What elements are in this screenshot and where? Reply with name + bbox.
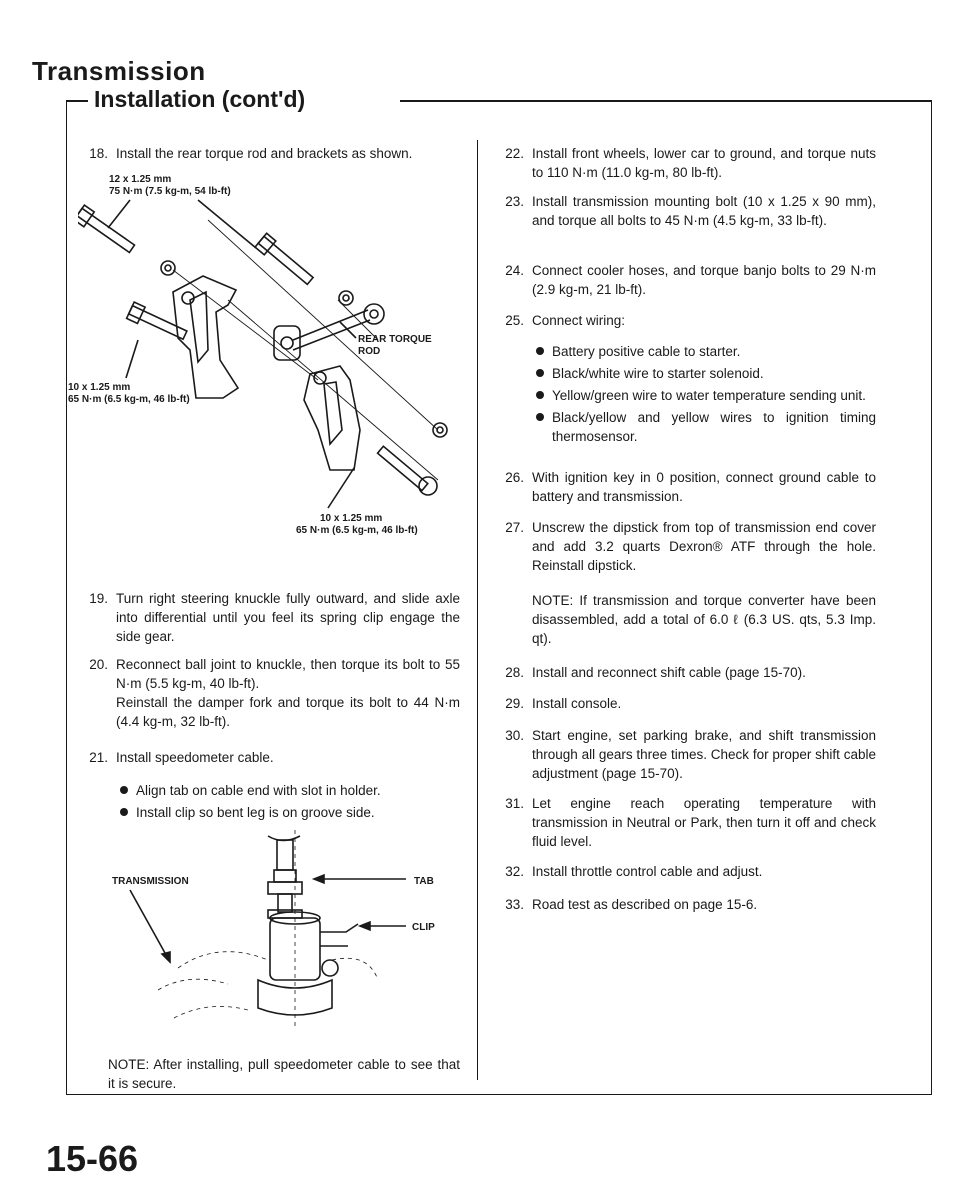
step-text: Let engine reach operating temperature with transmission in Neutral or Park, then turn it off and check fluid level. <box>532 796 876 849</box>
clip-label: CLIP <box>412 922 435 933</box>
step-number: 20. <box>89 657 108 672</box>
step-25 <box>494 311 876 449</box>
step-number: 30. <box>505 728 524 743</box>
step-text: Install and reconnect shift cable (page 15-70). <box>532 665 806 680</box>
step-27-note: NOTE: If transmission and torque converter have been disassembled, add a total of 6.0 ℓ (6.3 US. qts, 5.3 Imp. qt). <box>532 593 876 646</box>
step-24 <box>494 261 876 299</box>
tab-label: TAB <box>414 876 434 887</box>
step-text: Reconnect ball joint to knuckle, then torque its bolt to 55 N·m (5.5 kg-m, 40 lb-ft). <box>116 657 460 691</box>
spec-left-size: 10 x 1.25 mm <box>68 382 131 393</box>
spec-left-torque: 65 N·m (6.5 kg-m, 46 lb-ft) <box>68 394 190 405</box>
step-text: Reinstall the damper fork and torque its bolt to 44 N·m (4.4 kg-m, 32 lb-ft). <box>116 695 460 729</box>
step-22 <box>494 144 876 182</box>
bullet-item: Black/white wire to starter solenoid. <box>532 364 876 383</box>
step-number: 29. <box>505 696 524 711</box>
step-number: 28. <box>505 665 524 680</box>
step-number: 32. <box>505 864 524 879</box>
step-number: 33. <box>505 897 524 912</box>
page-number: 15-66 <box>46 1138 139 1179</box>
step-27 <box>494 518 876 648</box>
bullet-item: Battery positive cable to starter. <box>532 342 876 361</box>
step-text: Install console. <box>532 696 622 711</box>
step-number: 19. <box>89 591 108 606</box>
section-title: Installation (cont'd) <box>94 86 315 113</box>
transmission-label: TRANSMISSION <box>112 876 189 887</box>
speedometer-note: NOTE: After installing, pull speedometer cable to see that it is secure. <box>108 1057 460 1091</box>
bullet-item: Install clip so bent leg is on groove side. <box>116 803 460 822</box>
spec-bottom-torque: 65 N·m (6.5 kg-m, 46 lb-ft) <box>296 525 418 536</box>
step-number: 25. <box>505 313 524 328</box>
step-text: Start engine, set parking brake, and shift transmission through all gears three times. Check for proper shift cable adjustment (page 15-70). <box>532 728 876 781</box>
step-text: Install the rear torque rod and brackets as shown. <box>116 146 413 161</box>
step-text: Connect cooler hoses, and torque banjo bolts to 29 N·m (2.9 kg-m, 21 lb-ft). <box>532 263 876 297</box>
bullet-item: Black/yellow and yellow wires to ignition timing thermosensor. <box>532 408 876 446</box>
step-26 <box>494 468 876 506</box>
step-text: Install speedometer cable. <box>116 750 274 765</box>
step-text: Install front wheels, lower car to ground, and torque nuts to 110 N·m (11.0 kg-m, 80 lb-ft). <box>532 146 876 180</box>
step-text-group <box>532 311 876 449</box>
step-number: 23. <box>505 194 524 209</box>
spec-bottom-size: 10 x 1.25 mm <box>320 513 383 524</box>
bullet-item: Yellow/green wire to water temperature sending unit. <box>532 386 876 405</box>
step-32 <box>494 862 876 881</box>
step-number: 22. <box>505 146 524 161</box>
step-text-group <box>532 518 876 648</box>
step-number: 26. <box>505 470 524 485</box>
step-text: Unscrew the dipstick from top of transmission end cover and add 3.2 quarts Dexron® ATF through the hole. Reinstall dipstick. <box>532 520 876 573</box>
column-divider <box>477 140 478 1080</box>
bullet-item: Align tab on cable end with slot in holder. <box>116 781 460 800</box>
step-text: Connect wiring: <box>532 313 626 328</box>
rear-torque-rod-label-1: REAR TORQUE <box>358 334 432 345</box>
step-text: Turn right steering knuckle fully outward, and slide axle into differential until you feel its spring clip engage the side gear. <box>116 591 460 644</box>
page-title: Transmission <box>32 56 206 86</box>
step-text: Road test as described on page 15-6. <box>532 897 758 912</box>
step-33 <box>494 895 876 914</box>
step-30 <box>494 726 876 783</box>
step-29 <box>494 694 876 713</box>
step-number: 31. <box>505 796 524 811</box>
step-28 <box>494 663 876 682</box>
rear-torque-rod-label-2: ROD <box>358 346 381 357</box>
spec-top-torque: 75 N·m (7.5 kg-m, 54 lb-ft) <box>109 186 231 197</box>
spec-top-size: 12 x 1.25 mm <box>109 174 172 185</box>
step-number: 24. <box>505 263 524 278</box>
step-number: 27. <box>505 520 524 535</box>
step-text: With ignition key in 0 position, connect ground cable to battery and transmission. <box>532 470 876 504</box>
step-text: Install transmission mounting bolt (10 x 1.25 x 90 mm), and torque all bolts to 45 N·m (4.5 kg-m, 33 lb-ft). <box>532 194 876 228</box>
step-text: Install throttle control cable and adjust. <box>532 864 763 879</box>
step-23 <box>494 192 876 230</box>
speedometer-diagram <box>78 0 460 1060</box>
step-number: 21. <box>89 750 108 765</box>
step-number: 18. <box>89 146 108 161</box>
step-31 <box>494 794 876 851</box>
step-25-bullets <box>532 342 876 446</box>
